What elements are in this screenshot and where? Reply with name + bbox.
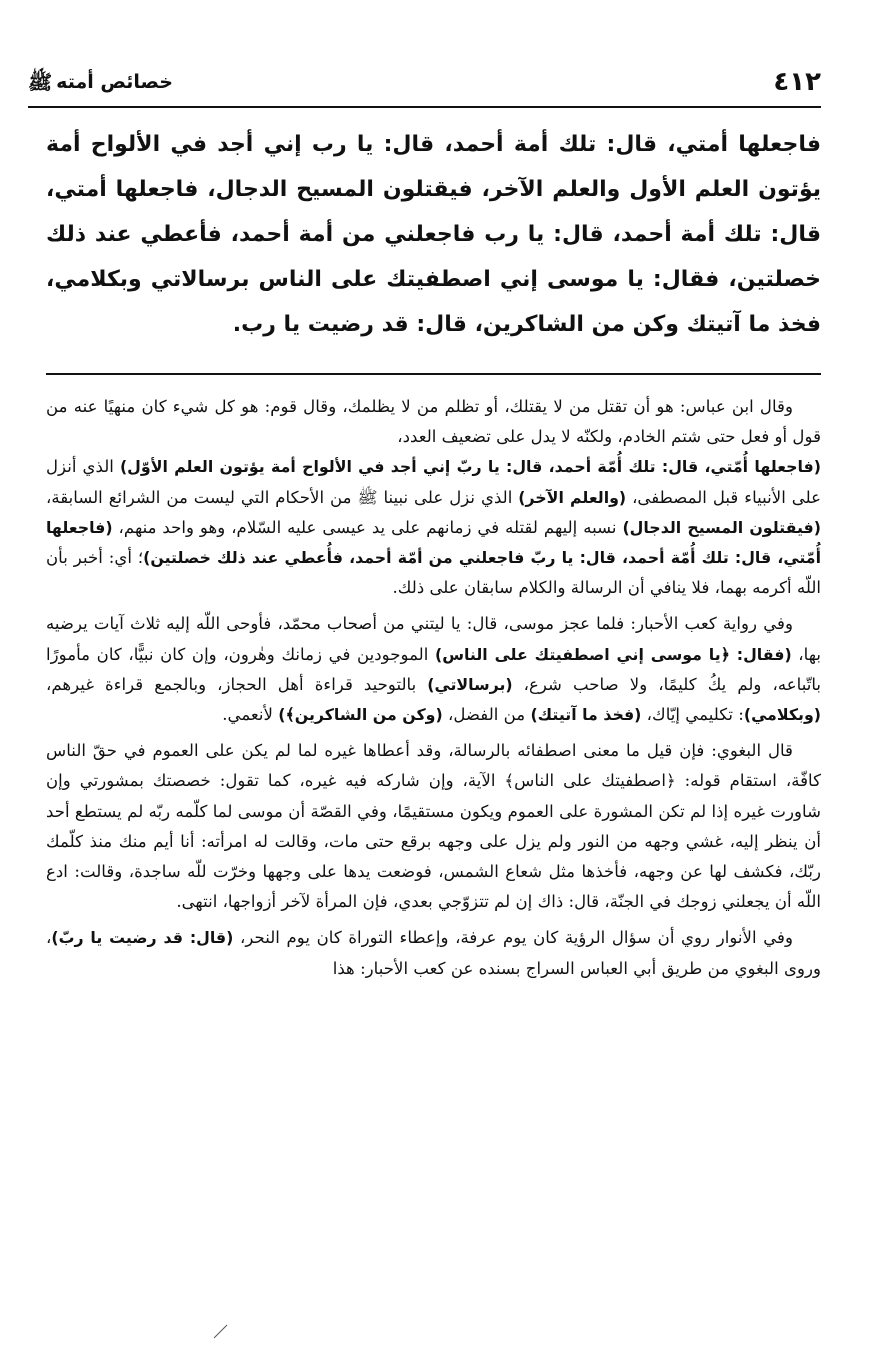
quoted-matn: (والعلم الآخر) — [518, 487, 627, 507]
quoted-matn: (فاجعلها أُمّتي، قال: تلك أُمّة أحمد، قال: يا ربّ فاجعلني من أمّة أحمد، فأُعطي عند ذلك خصلتين) — [46, 517, 821, 568]
quoted-matn: (فخذ ما آتيتك) — [530, 705, 642, 725]
running-title-text: خصائص أمته — [56, 71, 173, 93]
quoted-matn: (فيقتلون المسيح الدجال) — [622, 517, 821, 537]
commentary-paragraph-3: قال البغوي: فإن قيل ما معنى اصطفائه بالرسالة، وقد أعطاها غيره لما لم يكن على العموم في حقّ الناس كافّة، استقام قوله: ﴿اصطفيتك على الناس﴾ الآية، وإن شاركه فيه غيره، كما تقول: خصصتك بمشورتي وإن شاورت غيره إذا لم تكن المشورة على العموم ويكون مستقيمًا، وفي القصّة أن موسى لما كلّمه ربّه لم يستطع أحد أن ينظر إليه، غشي وجهه من النور ولم يزل على وجهه برقع حتى مات، وقالت له امرأته: أنا أيم منك منذ كلّمك ربّك، فكشف لها عن وجهه، فأخذها مثل شعاع الشمس، فوضعت يدها على وجهها وخرّت للّه ساجدة، وقالت: ادع اللّه أن يجعلني زوجك في الجنّة، قال: ذاك إن لم تتزوّجي بعدي، فإن المرأة لآخر أزواجها، انتهى. — [46, 741, 821, 912]
commentary-text: ؛ أي: أخبر بأن اللّه أكرمه بهما، فلا ينافي أن الرسالة والكلام سابقان على ذلك. — [46, 548, 821, 598]
commentary-text: الذي نزل على نبينا ﷺ من الأحكام التي ليست من الشرائع السابقة، — [46, 487, 519, 507]
commentary-text: من الفضل، — [442, 705, 531, 725]
commentary-text: الذي أنزل على الأنبياء قبل المصطفى، — [46, 457, 821, 507]
page-header — [28, 62, 821, 108]
commentary-paragraph-4 — [46, 923, 821, 983]
commentary-block — [46, 392, 821, 990]
commentary-paragraph-2 — [46, 609, 821, 730]
commentary-text: لأنعمي. — [222, 705, 279, 725]
salutation-symbol: ﷺ — [28, 70, 53, 94]
commentary-text: : تكليمي إيّاك، — [641, 705, 744, 725]
running-title — [28, 71, 173, 93]
quoted-matn: (وبكلامي) — [743, 705, 821, 725]
main-text-block: فاجعلها أمتي، قال: تلك أمة أحمد، قال: يا رب إني أجد في الألواح أمة يؤتون العلم الأول والعلم الآخر، فيقتلون المسيح الدجال، فاجعلها أمتي، قال: تلك أمة أحمد، قال: يا رب فاجعلني من أمة أحمد، فأعطي عند ذلك خصلتين، فقال: يا موسى إني اصطفيتك على الناس برسالاتي وبكلامي، فخذ ما آتيتك وكن من الشاكرين، قال: قد رضيت يا رب. — [46, 132, 821, 337]
quoted-matn: (فقال: ﴿يا موسى إني اصطفيتك على الناس) — [434, 644, 792, 664]
commentary-text: الموجودين في زمانك وهٰرون، وإن كان نبيًّا، كان مأمورًا باتّباعه، ولم يكُ كليمًا، ولا صاحب شرع، — [46, 644, 821, 694]
commentary-paragraph-1 — [46, 392, 821, 603]
quoted-matn: (فاجعلها أُمّتي، قال: تلك أُمّة أحمد، قال: يا ربّ إني أجد في الألواح أمة يؤتون العلم الأوّل) — [119, 457, 821, 477]
commentary-text: وفي رواية كعب الأحبار: فلما عجز موسى، قال: يا ليتني من أصحاب محمّد، فأوحى اللّه إليه ثلاث آيات يرضيه بها، — [46, 614, 821, 664]
commentary-text: نسبه إليهم لقتله في زمانهم على يد عيسى عليه السّلام، وهو واحد منهم، — [112, 517, 623, 537]
commentary-text: وقال ابن عباس: هو أن تقتل من لا يقتلك، أو تظلم من لا يظلمك، وقال قوم: هو كل شيء كان منهيًا عنه من قول أو فعل حتى شتم الخادم، ولكنّه لا يدل على تضعيف العدد، — [46, 397, 821, 447]
quoted-matn: (برسالاتي) — [427, 674, 513, 694]
commentary-text: ، وروى البغوي من طريق أبي العباس السراج بسنده عن كعب الأحبار: هذا — [46, 928, 821, 978]
page-number: ٤١٢ — [773, 67, 821, 97]
commentary-text: بالتوحيد قراءة أهل الحجاز، وبالجمع قراءة غيرهم، — [46, 674, 428, 694]
stray-pen-mark — [212, 1322, 230, 1340]
quoted-matn: (قال: قد رضيت يا ربّ) — [51, 928, 234, 948]
commentary-text: وفي الأنوار روي أن سؤال الرؤية كان يوم عرفة، وإعطاء التوراة كان يوم النحر، — [233, 928, 793, 948]
text-divider-rule — [46, 373, 821, 375]
quoted-matn: (وكن من الشاكرين﴾) — [278, 705, 443, 725]
